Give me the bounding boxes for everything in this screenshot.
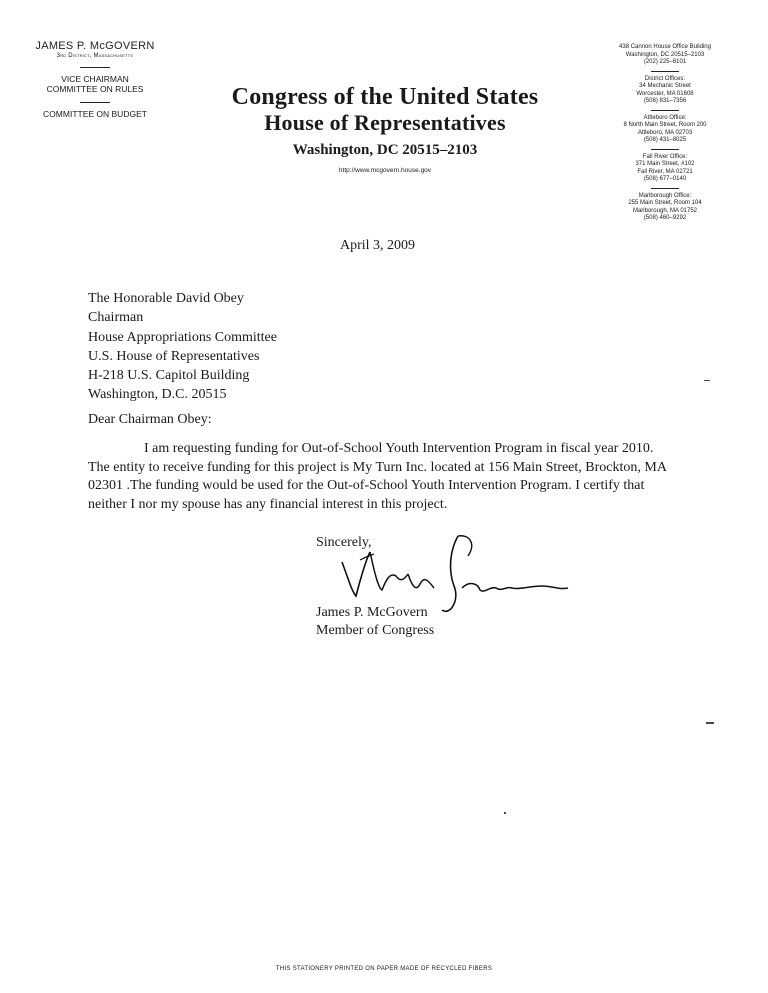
divider: [651, 110, 679, 111]
worcester-office: [590, 76, 740, 106]
office-line: 255 Main Street, Room 104: [628, 200, 702, 206]
member-district: 3rd District, Massachusetts: [56, 53, 134, 59]
dc-office: [590, 44, 740, 67]
divider: [651, 188, 679, 189]
attleboro-office: [590, 115, 740, 145]
congress-title: Congress of the United States: [231, 84, 539, 110]
budget-committee: COMMITTEE ON BUDGET: [43, 109, 147, 119]
address-line: H-218 U.S. Capitol Building: [88, 368, 250, 384]
washington-address: Washington, DC 20515–2103: [292, 142, 478, 158]
office-line: (508) 460–9292: [643, 215, 687, 221]
address-line: U.S. House of Representatives: [88, 348, 260, 364]
divider: [651, 71, 679, 72]
divider: [80, 67, 110, 68]
vice-chair-line2: COMMITTEE ON RULES: [46, 84, 144, 94]
salutation: Dear Chairman Obey:: [88, 412, 212, 427]
closing: Sincerely,: [316, 535, 372, 550]
recipient-address: [88, 289, 277, 405]
office-line: Attleboro, MA 02703: [637, 129, 693, 136]
scan-speck: [504, 812, 506, 814]
footer-note: THIS STATIONERY PRINTED ON PAPER MADE OF RECYCLED FIBERS: [275, 966, 493, 972]
office-line: (508) 831–7356: [643, 98, 687, 104]
office-line: 34 Mechanic Street: [639, 83, 691, 89]
dc-office-line: 438 Cannon House Office Building: [619, 44, 711, 50]
marlborough-office: [590, 193, 740, 223]
address-line: Washington, D.C. 20515: [88, 387, 227, 403]
divider: [651, 149, 679, 150]
letter-body: I am requesting funding for Out-of-School Youth Intervention Program in fiscal year 2010. The entity to receive funding for this project is My Turn Inc. located at 156 Main Street, Brockton, MA 02301 .The funding would be used for the Out-of-School Youth Intervention Program. I certify that neither I nor my spouse has any financial interest in this project.: [88, 441, 667, 512]
address-line: The Honorable David Obey: [88, 291, 244, 306]
vice-chair-role: [20, 74, 170, 94]
office-heading: District Offices:: [644, 75, 686, 82]
address-line: Chairman: [88, 310, 144, 326]
office-line: Worcester, MA 01608: [636, 90, 694, 97]
signer-name: James P. McGovern: [316, 605, 428, 620]
divider: [80, 102, 110, 103]
scan-speck: [704, 380, 710, 381]
office-line: 8 North Main Street, Room 200: [623, 122, 707, 128]
signer-title: Member of Congress: [316, 623, 435, 638]
office-line: (508) 431–8025: [643, 137, 687, 143]
letterhead-center: [190, 84, 580, 174]
office-line: (508) 677–0140: [643, 176, 687, 182]
dc-office-line: Washington, DC 20515–2103: [625, 51, 705, 58]
letter-date: April 3, 2009: [340, 238, 416, 253]
member-name: JAMES P. McGOVERN: [35, 40, 155, 52]
office-line: Fall River, MA 02721: [637, 168, 693, 175]
house-title: House of Representatives: [264, 110, 506, 135]
office-heading: Attleboro Office:: [643, 114, 687, 121]
scan-speck: [706, 722, 714, 724]
website-url: http://www.mcgovern.house.gov: [338, 167, 432, 174]
letterhead-left: [20, 40, 170, 119]
office-line: 371 Main Street, #102: [635, 161, 695, 167]
office-line: Marlborough, MA 01752: [632, 207, 698, 214]
dc-office-line: (202) 225–6101: [643, 59, 687, 65]
address-line: House Appropriations Committee: [88, 329, 277, 345]
fallriver-office: [590, 154, 740, 184]
signer-block: [316, 604, 434, 640]
office-heading: Fall River Office:: [642, 153, 688, 160]
vice-chair-line1: VICE CHAIRMAN: [61, 74, 129, 84]
letterhead-offices: [590, 44, 740, 227]
office-heading: Marlborough Office:: [638, 192, 692, 199]
